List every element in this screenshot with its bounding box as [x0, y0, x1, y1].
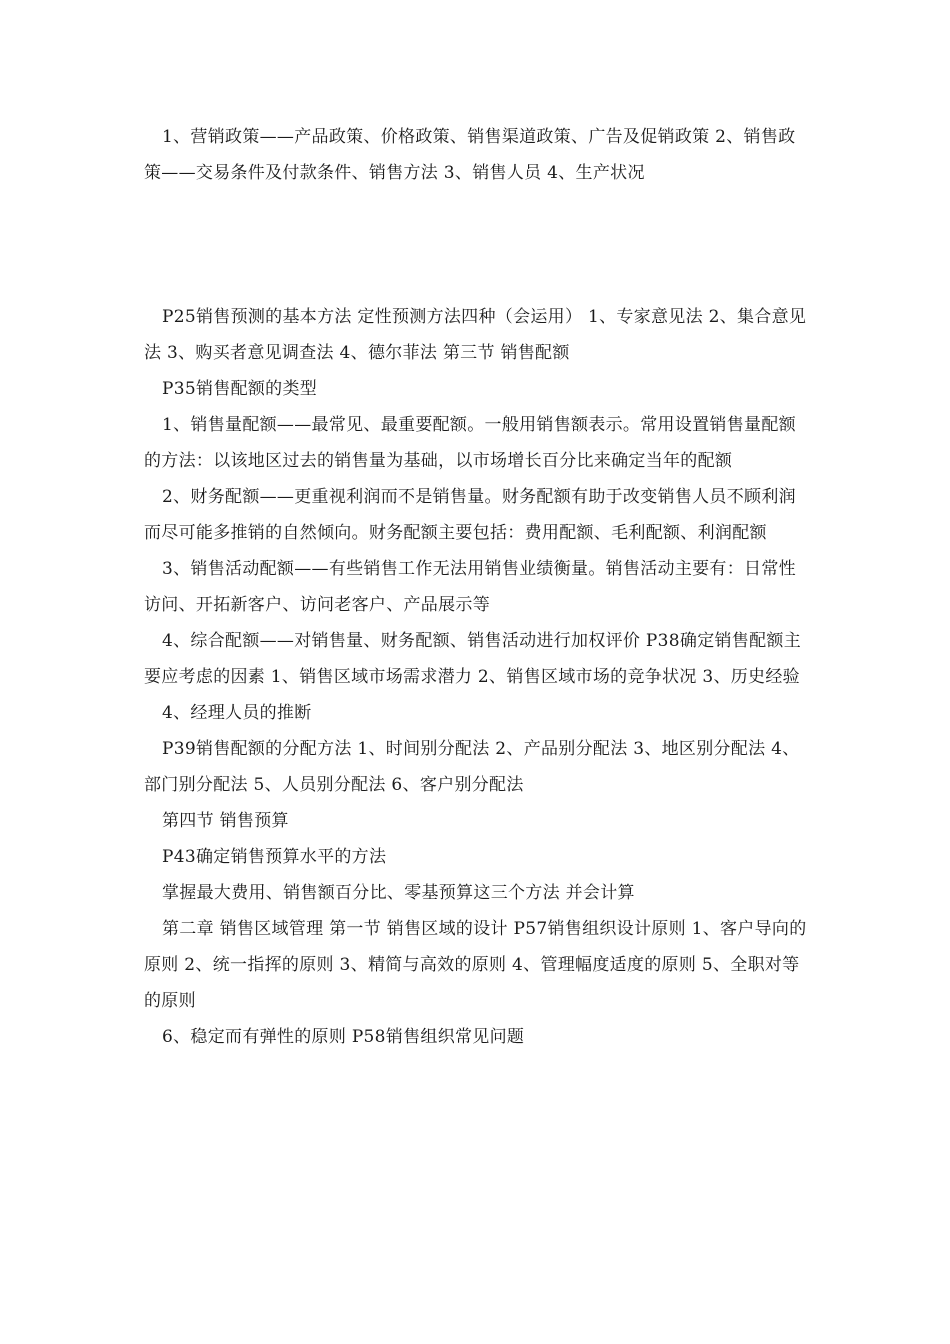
section-heading-sales-budget: 第四节 销售预算 [162, 811, 289, 831]
paragraph-budget-methods: 掌握最大费用、销售额百分比、零基预算这三个方法 并会计算 [162, 883, 635, 903]
paragraph-manager-judgment: 4、经理人员的推断 [162, 703, 312, 723]
paragraph-marketing-policy: 1、营销政策——产品政策、价格政策、销售渠道政策、广告及促销政策 2、销售政策——交易条件及付款条件、销售方法 3、销售人员 4、生产状况 [144, 127, 796, 183]
paragraph-financial-quota: 2、财务配额——更重视利润而不是销售量。财务配额有助于改变销售人员不顾利润而尽可能多推销的自然倾向。财务配额主要包括：费用配额、毛利配额、利润配额 [144, 487, 796, 543]
paragraph-stable-flexible: 6、稳定而有弹性的原则 P58销售组织常见问题 [162, 1027, 525, 1047]
paragraph-combined-quota: 4、综合配额——对销售量、财务配额、销售活动进行加权评价 P38确定销售配额主要应考虑的因素 1、销售区域市场需求潜力 2、销售区域市场的竞争状况 3、历史经验 [144, 631, 801, 687]
paragraph-quota-types-heading: P35销售配额的类型 [162, 379, 318, 399]
paragraph-sales-volume-quota: 1、销售量配额——最常见、最重要配额。一般用销售额表示。常用设置销售量配额的方法：以该地区过去的销售量为基础，以市场增长百分比来确定当年的配额 [144, 415, 796, 471]
paragraph-quota-allocation: P39销售配额的分配方法 1、时间别分配法 2、产品别分配法 3、地区别分配法 4、部门别分配法 5、人员别分配法 6、客户别分配法 [144, 739, 800, 795]
document-page [144, 0, 808, 1344]
paragraph-budget-methods-heading: P43确定销售预算水平的方法 [162, 847, 387, 867]
paragraph-activity-quota: 3、销售活动配额——有些销售工作无法用销售业绩衡量。销售活动主要有：日常性访问、开拓新客户、访问老客户、产品展示等 [144, 559, 796, 615]
paragraph-forecast-methods: P25销售预测的基本方法 定性预测方法四种（会运用） 1、专家意见法 2、集合意见法 3、购买者意见调查法 4、德尔菲法 第三节 销售配额 [144, 307, 807, 363]
paragraph-chapter-two: 第二章 销售区域管理 第一节 销售区域的设计 P57销售组织设计原则 1、客户导向的原则 2、统一指挥的原则 3、精简与高效的原则 4、管理幅度适度的原则 5、全职对等的原则 [144, 919, 807, 1011]
